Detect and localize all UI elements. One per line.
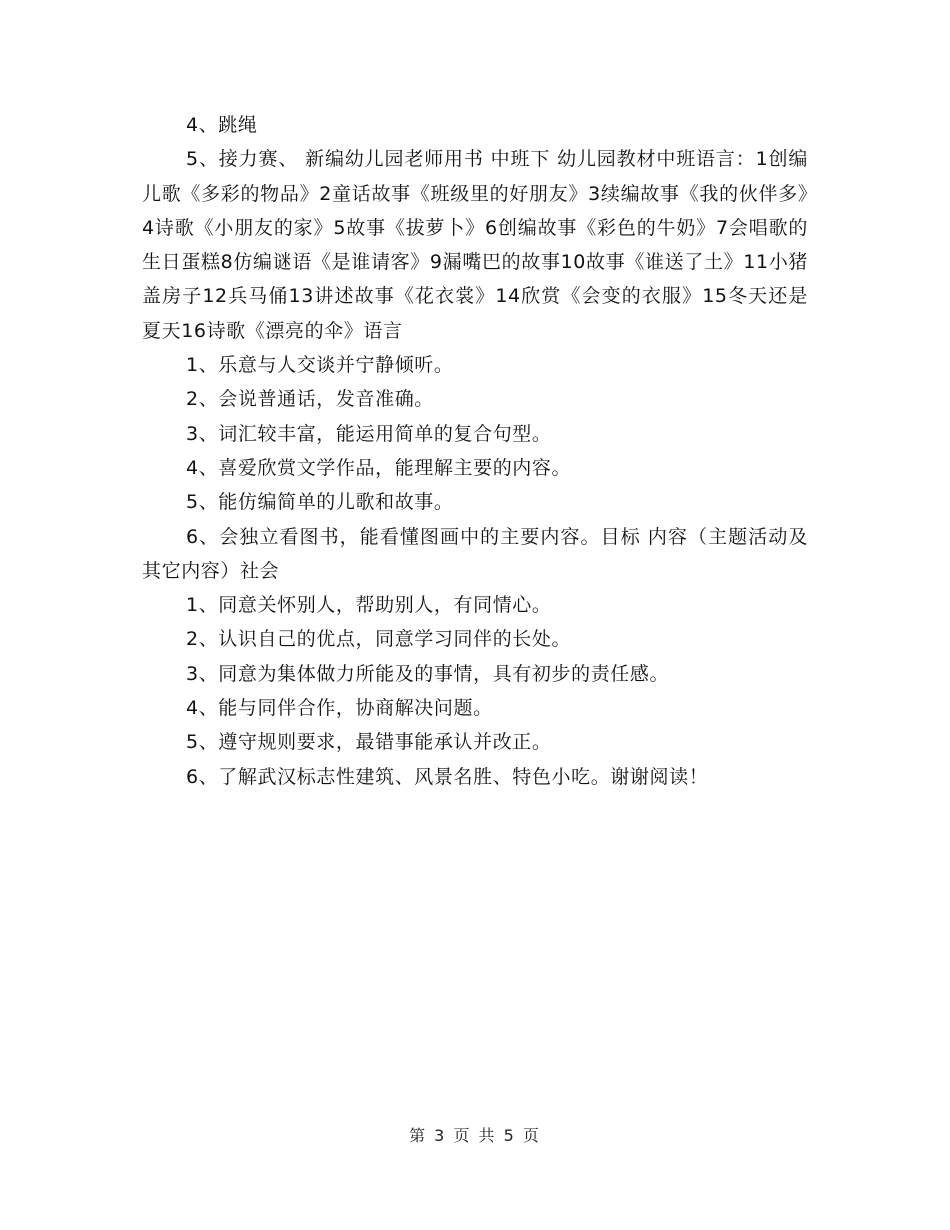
paragraph-11: 3、同意为集体做力所能及的事情，具有初步的责任感。 — [186, 662, 670, 685]
paragraph-9: 1、同意关怀别人，帮助别人，有同情心。 — [186, 594, 552, 617]
paragraph-13: 5、遵守规则要求，最错事能承认并改正。 — [186, 731, 552, 754]
paragraph-10: 2、认识自己的优点，同意学习同伴的长处。 — [186, 628, 572, 651]
paragraph-14: 6、了解武汉标志性建筑、风景名胜、特色小吃。谢谢阅读！ — [186, 765, 709, 788]
paragraph-4: 2、会说普通话，发音准确。 — [186, 388, 434, 411]
paragraph-12: 4、能与同伴合作，协商解决问题。 — [186, 697, 493, 720]
paragraph-1: 4、跳绳 — [186, 114, 258, 136]
paragraph-6: 4、喜爱欣赏文学作品，能理解主要的内容。 — [186, 456, 572, 479]
body-text — [142, 108, 808, 794]
paragraph-2: 5、接力赛、 新编幼儿园老师用书 中班下 幼儿园教材中班语言：1创编儿歌《多彩的物品》2童话故事《班级里的好朋友》3续编故事《我的伙伴多》4诗歌《小朋友的家》5故事《拔萝卜》6创编故事《彩色的牛奶》7会唱歌的生日蛋糕8仿编谜语《是谁请客》9漏嘴巴的故事10故事《谁送了土》11小猪盖房子12兵马俑13讲述故事《花衣裳》14欣赏《会变的衣服》15冬天还是夏天16诗歌《漂亮的伞》语言 — [142, 148, 808, 342]
paragraph-5: 3、词汇较丰富，能运用简单的复合句型。 — [186, 422, 552, 445]
paragraph-8: 6、会独立看图书，能看懂图画中的主要内容。目标 内容（主题活动及其它内容）社会 — [142, 525, 808, 582]
paragraph-7: 5、能仿编简单的儿歌和故事。 — [186, 491, 454, 514]
paragraph-3: 1、乐意与人交谈并宁静倾听。 — [186, 354, 454, 377]
page-number-footer: 第 3 页 共 5 页 — [409, 1126, 541, 1145]
